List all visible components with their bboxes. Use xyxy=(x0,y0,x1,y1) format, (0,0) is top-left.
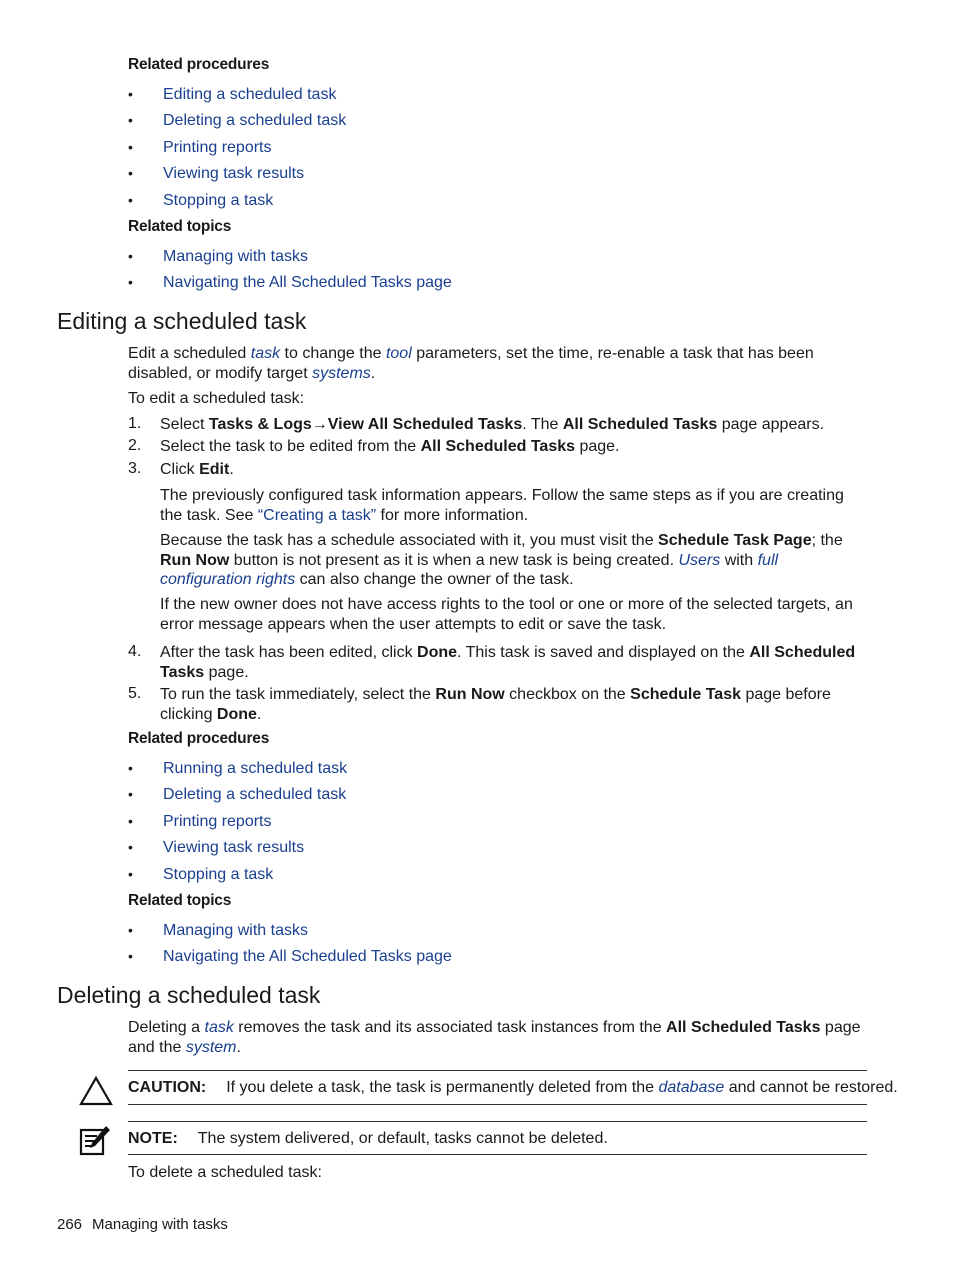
link-task[interactable]: task xyxy=(204,1019,234,1036)
caution-top-rule xyxy=(128,1070,867,1071)
link-creating-a-task[interactable]: “Creating a task” xyxy=(257,506,377,524)
link-managing-with-tasks[interactable]: Managing with tasks xyxy=(163,922,308,939)
step-1-text: Select Tasks & Logs→View All Scheduled Tasks. The All Scheduled Tasks page appears. xyxy=(160,416,825,433)
link-stopping-task[interactable]: Stopping a task xyxy=(163,192,274,209)
step-3-note-c: If the new owner does not have access rights to the tool or one or more of the selected targets, an error message appears when the user attempts to edit or save the task. xyxy=(160,596,853,633)
link-database[interactable]: database xyxy=(658,1079,725,1096)
link-stopping-task[interactable]: Stopping a task xyxy=(163,866,274,883)
note-bottom-rule xyxy=(128,1154,867,1155)
link-deleting-scheduled-task[interactable]: Deleting a scheduled task xyxy=(163,112,347,129)
note-text: NOTE: The system delivered, or default, tasks cannot be deleted. xyxy=(128,1130,608,1147)
link-editing-scheduled-task[interactable]: Editing a scheduled task xyxy=(163,86,337,103)
caution-bottom-rule xyxy=(128,1104,867,1105)
step-3-text: Click Edit. xyxy=(160,461,234,478)
step-4-text: After the task has been edited, click Done. This task is saved and displayed on the All Scheduled Tasks page. xyxy=(160,644,856,681)
note-icon xyxy=(78,1124,112,1158)
step-5-text: To run the task immediately, select the Run Now checkbox on the Schedule Task page before clicking Done. xyxy=(160,686,831,723)
chapter-title: Managing with tasks xyxy=(92,1216,228,1233)
link-running-scheduled-task[interactable]: Running a scheduled task xyxy=(163,760,348,777)
link-tool[interactable]: tool xyxy=(385,345,412,362)
link-users[interactable]: Users xyxy=(678,551,721,569)
editing-intro: Edit a scheduled task to change the tool parameters, set the time, re-enable a task that has been disabled, or modify target systems. xyxy=(128,345,814,382)
related-topics-heading: Related topics xyxy=(128,218,232,235)
deleting-intro: Deleting a task removes the task and its associated task instances from the All Scheduled Tasks page and the system. xyxy=(128,1019,861,1056)
step-number: 1. xyxy=(128,415,142,432)
related-procedures-heading: Related procedures xyxy=(128,56,270,73)
step-number: 3. xyxy=(128,460,142,477)
related-topics-heading: Related topics xyxy=(128,892,232,909)
link-viewing-task-results[interactable]: Viewing task results xyxy=(163,839,305,856)
note-top-rule xyxy=(128,1121,867,1122)
link-deleting-scheduled-task[interactable]: Deleting a scheduled task xyxy=(163,786,347,803)
caution-text: CAUTION: If you delete a task, the task is permanently deleted from the database and cannot be restored. xyxy=(128,1079,898,1096)
deleting-lead: To delete a scheduled task: xyxy=(128,1164,322,1181)
step-number: 2. xyxy=(128,437,142,454)
related-procedures-heading: Related procedures xyxy=(128,730,270,747)
link-systems[interactable]: systems xyxy=(312,364,371,382)
step-number: 4. xyxy=(128,643,142,660)
page-footer xyxy=(57,1216,228,1233)
link-navigating-all-scheduled-tasks[interactable]: Navigating the All Scheduled Tasks page xyxy=(163,948,452,965)
step-3-note-a: The previously configured task information appears. Follow the same steps as if you are creating the task. See “Creating a task” for more information. xyxy=(160,487,844,524)
link-full-configuration-rights[interactable]: full configuration rights xyxy=(160,551,779,588)
step-3-note-b: Because the task has a schedule associated with it, you must visit the Schedule Task Page; the Run Now button is not present as it is when a new task is being created. Users with full configuration rights can also change the owner of the task. xyxy=(160,532,843,588)
link-viewing-task-results[interactable]: Viewing task results xyxy=(163,165,305,182)
section-title-deleting: Deleting a scheduled task xyxy=(57,982,321,1008)
step-number: 5. xyxy=(128,685,142,702)
link-system[interactable]: system xyxy=(185,1038,237,1056)
link-printing-reports[interactable]: Printing reports xyxy=(163,813,272,830)
caution-label: CAUTION: xyxy=(128,1079,207,1096)
link-navigating-all-scheduled-tasks[interactable]: Navigating the All Scheduled Tasks page xyxy=(163,274,452,291)
link-task[interactable]: task xyxy=(250,345,281,362)
page-number: 266 xyxy=(57,1216,83,1233)
note-label: NOTE: xyxy=(128,1130,178,1147)
caution-icon xyxy=(79,1076,113,1106)
link-managing-with-tasks[interactable]: Managing with tasks xyxy=(163,248,308,265)
link-printing-reports[interactable]: Printing reports xyxy=(163,139,272,156)
section-title-editing: Editing a scheduled task xyxy=(57,308,307,334)
editing-lead: To edit a scheduled task: xyxy=(128,390,305,407)
step-2-text: Select the task to be edited from the All Scheduled Tasks page. xyxy=(160,438,620,455)
